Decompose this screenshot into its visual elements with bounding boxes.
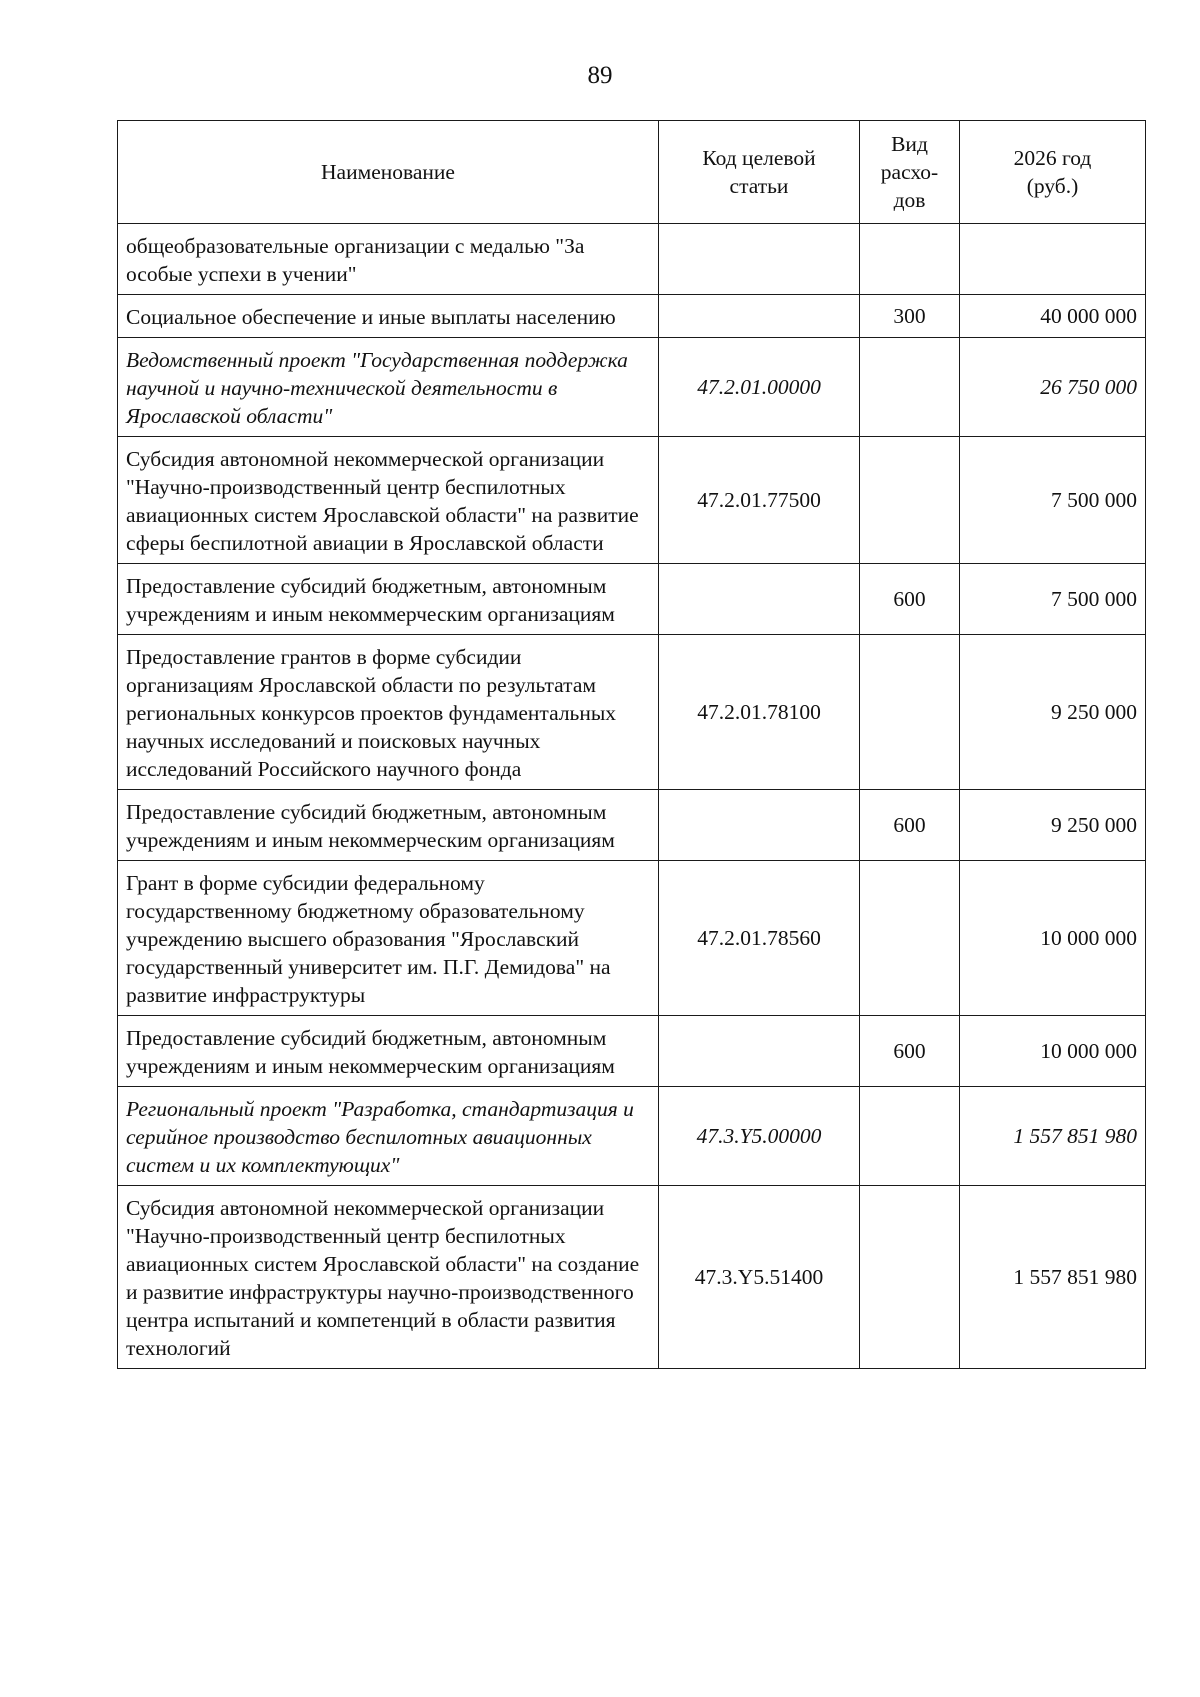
header-amount: 2026 год (руб.) (960, 121, 1146, 224)
row-kind: 300 (860, 295, 960, 338)
row-kind: 600 (860, 1016, 960, 1087)
table-row (118, 635, 1146, 790)
row-kind (860, 224, 960, 295)
row-code: 47.3.Y5.51400 (659, 1186, 860, 1369)
row-code (659, 224, 860, 295)
row-kind (860, 635, 960, 790)
row-kind (860, 861, 960, 1016)
row-amount: 10 000 000 (960, 1016, 1146, 1087)
row-code: 47.2.01.00000 (659, 338, 860, 437)
row-name: Социальное обеспечение и иные выплаты населению (118, 295, 659, 338)
row-code: 47.3.Y5.00000 (659, 1087, 860, 1186)
table-row (118, 338, 1146, 437)
row-name: общеобразовательные организации с медалью "За особые успехи в учении" (118, 224, 659, 295)
row-kind (860, 1087, 960, 1186)
row-name: Предоставление субсидий бюджетным, автономным учреждениям и иным некоммерческим организациям (118, 790, 659, 861)
table-body (118, 224, 1146, 1369)
row-amount: 9 250 000 (960, 635, 1146, 790)
row-code: 47.2.01.78100 (659, 635, 860, 790)
row-name: Ведомственный проект "Государственная поддержка научной и научно-технической деятельности в Ярославской области" (118, 338, 659, 437)
table-row (118, 1087, 1146, 1186)
row-amount: 1 557 851 980 (960, 1087, 1146, 1186)
row-name: Субсидия автономной некоммерческой организации "Научно-производственный центр беспилотных авиационных систем Ярославской области" на создание и развитие инфраструктуры научно-производственного центра испытаний и компетенций в области развития технологий (118, 1186, 659, 1369)
row-code (659, 790, 860, 861)
table-row (118, 295, 1146, 338)
row-code: 47.2.01.78560 (659, 861, 860, 1016)
table-row (118, 224, 1146, 295)
header-code: Код целевой статьи (659, 121, 860, 224)
row-amount: 7 500 000 (960, 564, 1146, 635)
row-kind (860, 338, 960, 437)
row-kind: 600 (860, 790, 960, 861)
row-code (659, 295, 860, 338)
table-header-row (118, 121, 1146, 224)
row-amount: 1 557 851 980 (960, 1186, 1146, 1369)
budget-table (117, 120, 1146, 1369)
table-row (118, 1186, 1146, 1369)
table-row (118, 1016, 1146, 1087)
row-name: Предоставление субсидий бюджетным, автономным учреждениям и иным некоммерческим организациям (118, 564, 659, 635)
row-name: Грант в форме субсидии федеральному государственному бюджетному образовательному учреждению высшего образования "Ярославский государственный университет им. П.Г. Демидова" на развитие инфраструктуры (118, 861, 659, 1016)
row-name: Региональный проект "Разработка, стандартизация и серийное производство беспилотных авиационных систем и их комплектующих" (118, 1087, 659, 1186)
row-kind (860, 1186, 960, 1369)
row-kind: 600 (860, 564, 960, 635)
row-amount: 40 000 000 (960, 295, 1146, 338)
row-name: Предоставление субсидий бюджетным, автономным учреждениям и иным некоммерческим организациям (118, 1016, 659, 1087)
row-amount: 10 000 000 (960, 861, 1146, 1016)
header-kind: Вид расхо-дов (860, 121, 960, 224)
row-code (659, 1016, 860, 1087)
table-row (118, 790, 1146, 861)
row-code (659, 564, 860, 635)
row-code: 47.2.01.77500 (659, 437, 860, 564)
header-name: Наименование (118, 121, 659, 224)
row-kind (860, 437, 960, 564)
row-amount: 7 500 000 (960, 437, 1146, 564)
row-amount: 9 250 000 (960, 790, 1146, 861)
table-row (118, 861, 1146, 1016)
row-name: Субсидия автономной некоммерческой организации "Научно-производственный центр беспилотных авиационных систем Ярославской области" на развитие сферы беспилотной авиации в Ярославской области (118, 437, 659, 564)
row-amount (960, 224, 1146, 295)
row-name: Предоставление грантов в форме субсидии организациям Ярославской области по результатам региональных конкурсов проектов фундаментальных научных исследований и поисковых научных исследований Российского научного фонда (118, 635, 659, 790)
row-amount: 26 750 000 (960, 338, 1146, 437)
page-number: 89 (587, 62, 613, 89)
table-row (118, 564, 1146, 635)
table-row (118, 437, 1146, 564)
